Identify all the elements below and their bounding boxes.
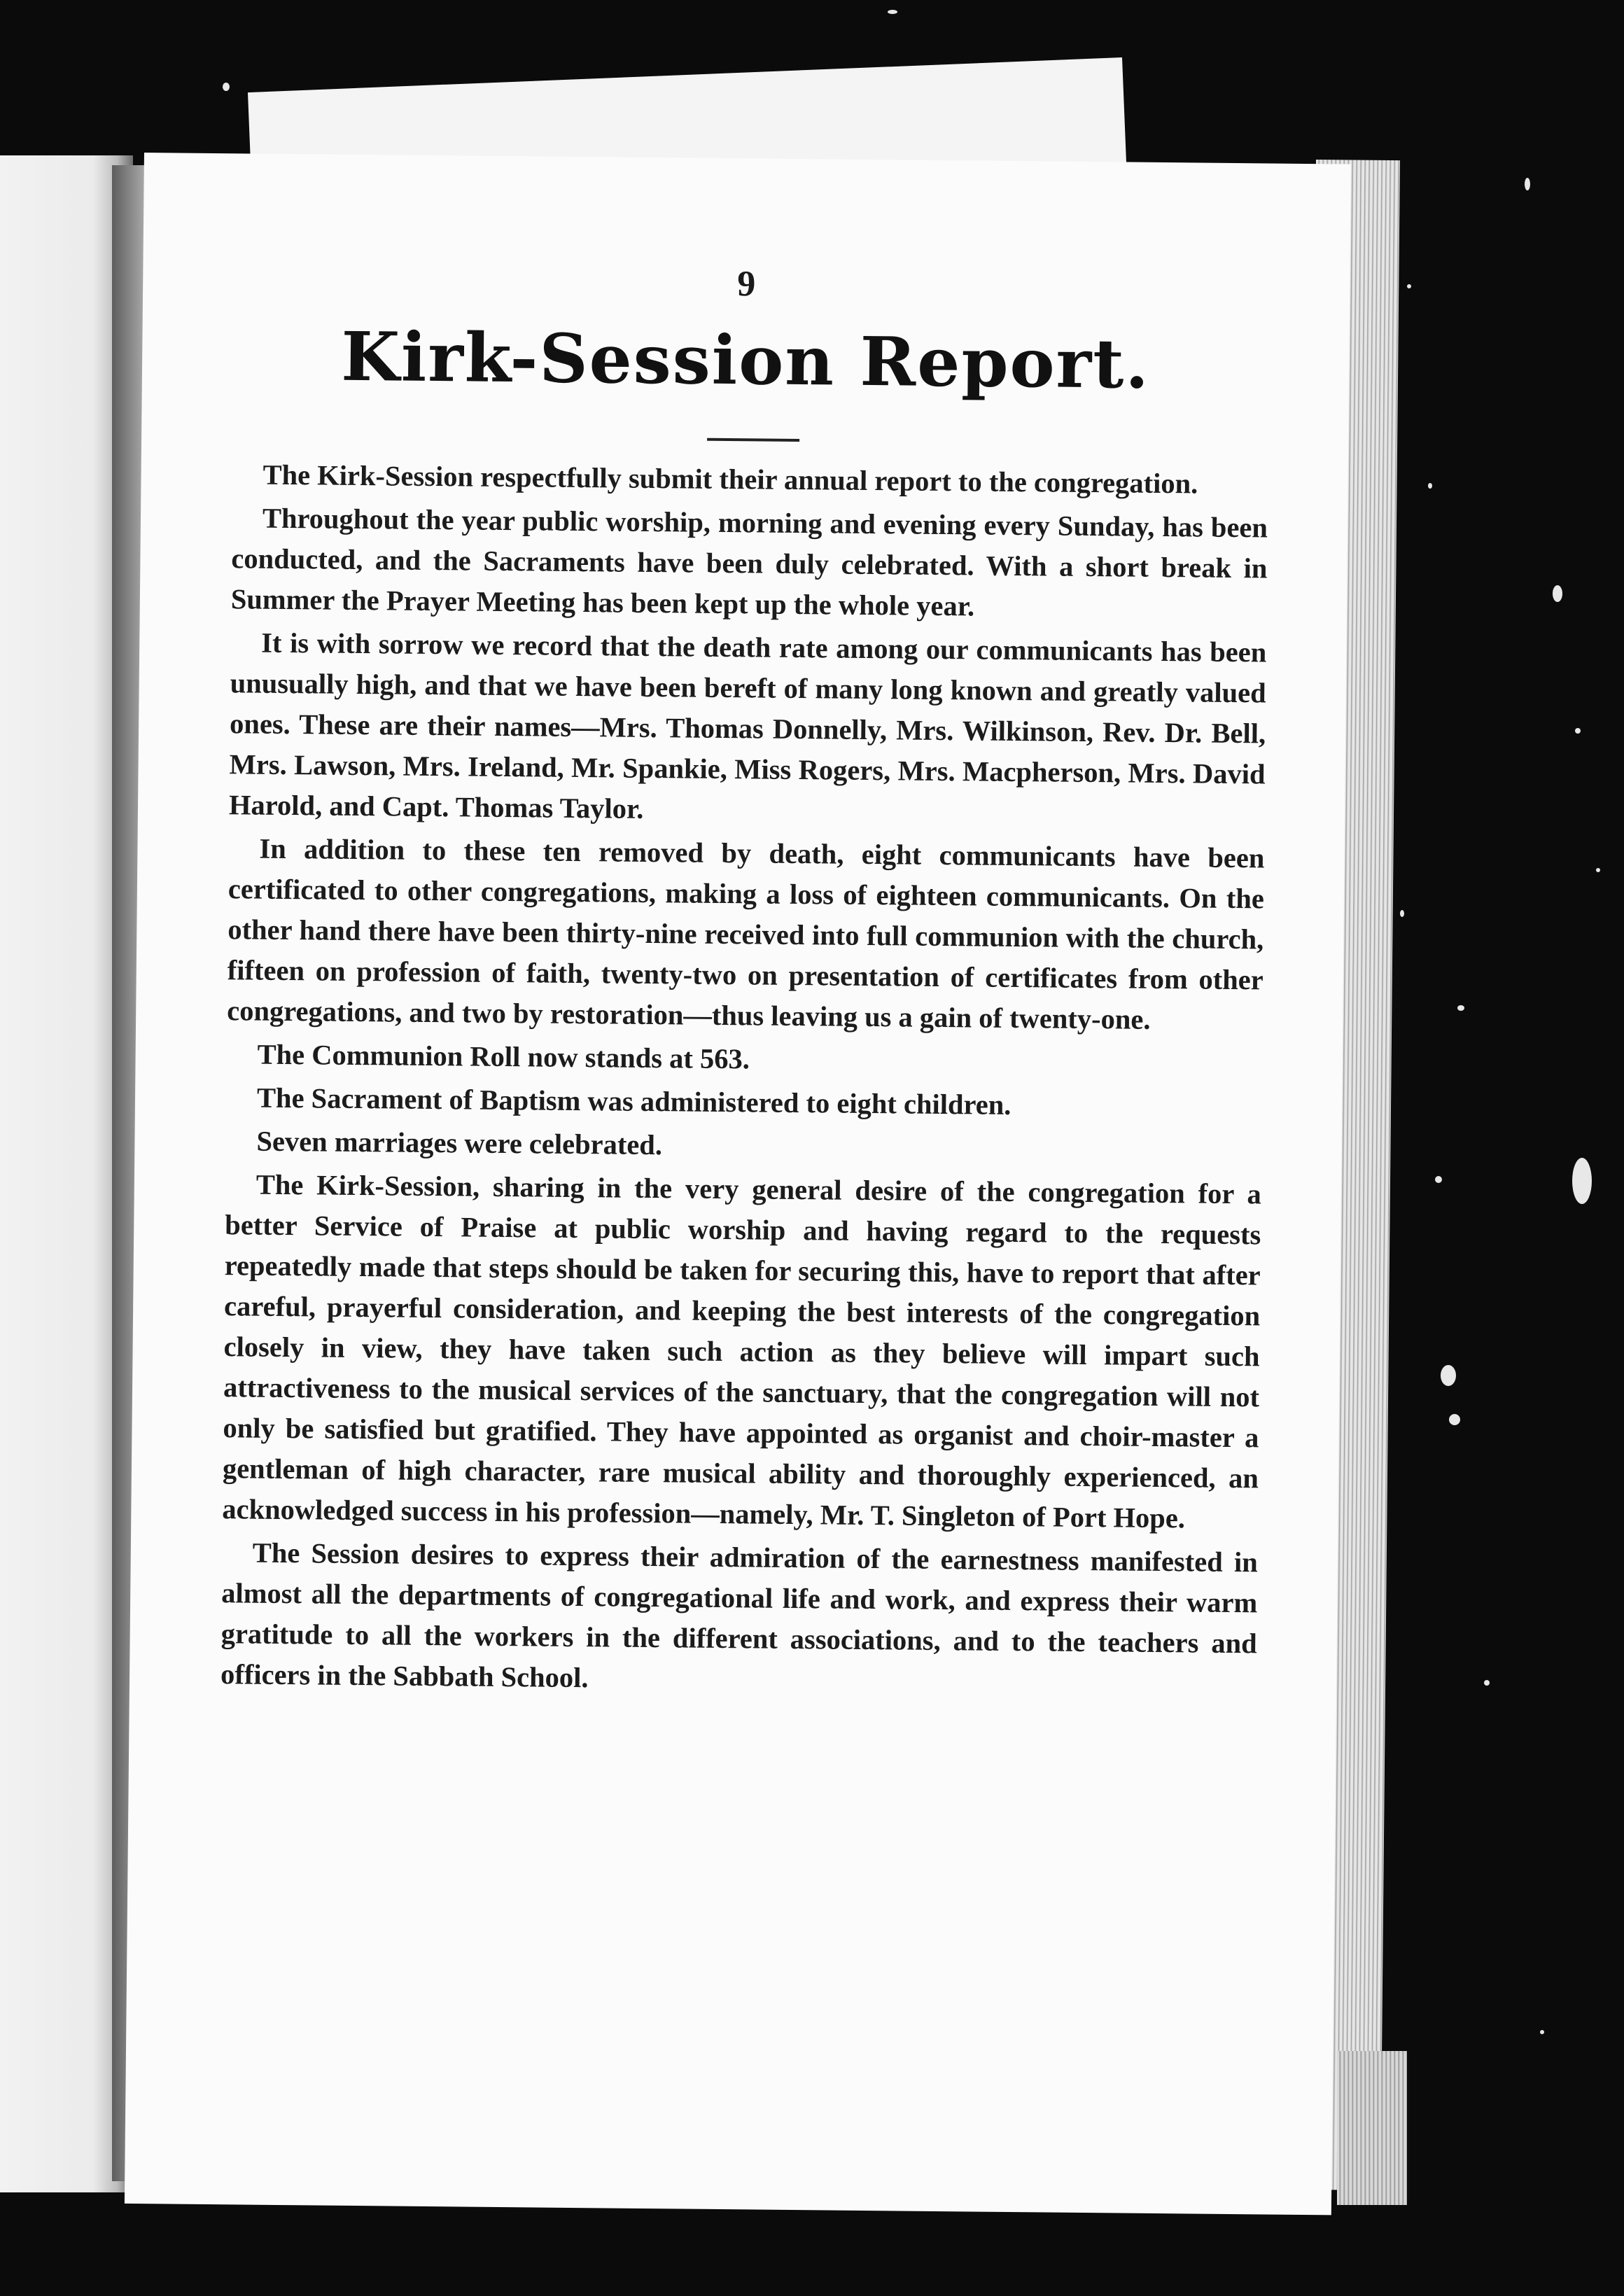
dust-speck	[1596, 868, 1600, 872]
report-body	[220, 454, 1268, 1707]
dust-speck	[1407, 284, 1411, 288]
paragraph: The Communion Roll now stands at 563.	[257, 1038, 750, 1075]
dust-speck	[1428, 483, 1432, 489]
paragraph: It is with sorrow we record that the death rate among our communicants has been unusually high, and that we have been bereft of many long known and greatly valued ones. These are their names—Mrs. Thomas Donnelly, Mrs. Wilkinson, Rev. Dr. Bell, Mrs. Lawson, Mrs. Ireland, Mr. Spankie, Miss Rogers, Mrs. Macpherson, Mrs. David Harold, and Capt. Thomas Taylor.	[228, 626, 1267, 825]
dust-speck	[1400, 910, 1404, 917]
dust-speck	[1457, 1005, 1464, 1011]
title-divider	[707, 438, 799, 442]
dust-speck	[1575, 728, 1581, 734]
paragraph: The Session desires to express their admiration of the earnestness manifested in almost all the departments of congregational life and work, and express their warm gratitude to all the workers in the different associations, and to the teachers and officers in the Sabbath School.	[220, 1536, 1258, 1694]
dust-speck	[1525, 178, 1530, 190]
dust-speck	[1435, 1176, 1442, 1183]
paragraph: The Kirk-Session respectfully submit their annual report to the congregation.	[262, 458, 1198, 500]
dust-speck	[223, 83, 230, 91]
paragraph: Seven marriages were celebrated.	[256, 1125, 663, 1161]
page-title: Kirk-Session Report.	[340, 316, 1151, 404]
report-page	[125, 153, 1351, 2215]
dust-speck	[1449, 1414, 1460, 1425]
page-number: 9	[736, 264, 756, 304]
paragraph: The Sacrament of Baptism was administered to eight children.	[256, 1082, 1011, 1121]
dust-speck	[1553, 585, 1562, 602]
paragraph: In addition to these ten removed by death, eight communicants have been certificated to other congregations, making a loss of eighteen communicants. On the other hand there have been thirty-nine received into full communion with the church, fifteen on profession of faith, twenty-two on presentation of certificates from other congregations, and two by restoration—thus leaving us a gain of twenty-one.	[227, 832, 1265, 1035]
dust-speck	[1441, 1365, 1456, 1386]
dust-speck	[1484, 1680, 1490, 1686]
dust-speck	[1540, 2030, 1544, 2034]
paragraph: Throughout the year public worship, morning and evening every Sunday, has been conducted, and the Sacraments have been duly celebrated. With a short break in Summer the Prayer Meeting has been kept up the whole year.	[230, 502, 1268, 622]
dust-speck	[888, 10, 897, 14]
paragraph: The Kirk-Session, sharing in the very general desire of the congregation for a better Service of Praise at public worship and having regard to the requests repeatedly made that steps should be taken for securing this, have to report that after careful, prayerful consideration, and keeping the best interests of the congregation closely in view, they have taken such action as they believe will impart such attractiveness to the musical services of the sanctuary, that the congregation will not only be satisfied but gratified. They have appointed as organist and choir-master a gentleman of high character, rare musical ability and thoroughly experienced, an acknowledged success in his profession—namely, Mr. T. Singleton of Port Hope.	[222, 1168, 1262, 1534]
page-stack-bottom	[1337, 2051, 1407, 2205]
dust-speck	[1572, 1158, 1592, 1204]
